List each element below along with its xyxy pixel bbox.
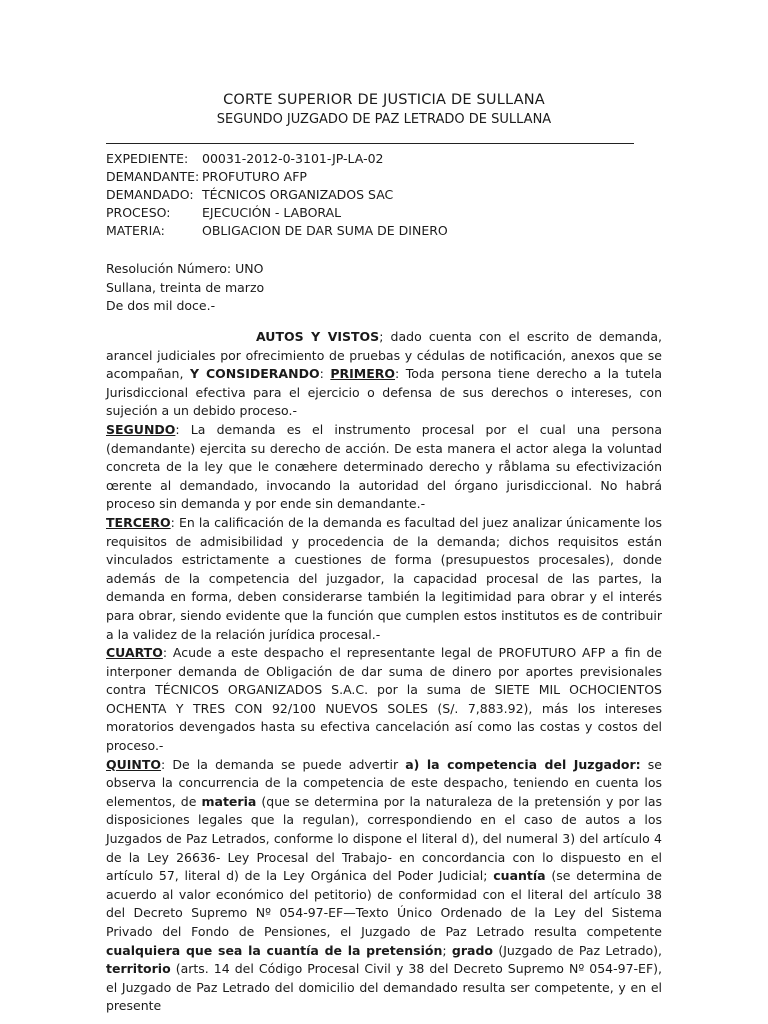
proceso-row: [106, 204, 666, 222]
resolution-number: Resolución Número: UNO: [106, 261, 264, 276]
quinto-heading: QUINTO: [106, 756, 162, 772]
demandante-label: DEMANDANTE:: [106, 169, 200, 184]
considerando-heading: Y CONSIDERANDO: [190, 366, 320, 382]
quinto-bold-4: cualquiera que sea la cuantía de la pretensión: [106, 942, 443, 958]
paragraph-segundo: [106, 421, 662, 514]
primero-heading: PRIMERO: [330, 366, 396, 382]
court-subtitle: SEGUNDO JUZGADO DE PAZ LETRADO DE SULLANA: [216, 112, 552, 127]
quinto-text-6: (Juzgado de Paz Letrado),: [493, 942, 662, 958]
autos-text: ; dado cuenta con el escrito de demanda, arancel judiciales por ofrecimiento de pruebas y cédulas de notificación, anexos que se acompañan,: [106, 329, 662, 382]
resolution-body: [106, 328, 662, 1016]
quinto-text-5: ;: [442, 942, 452, 958]
segundo-text: : La demanda es el instrumento procesal por el cual una persona (demandante) ejercita su derecho de acción. De esta manera el actor alega la voluntad concreta de la ley que le conæhere determinado derecho y råblama su efectivización œrente al demandado, invocando la autoridad del órgano jurisdiccional. No habrá proceso sin demanda y por ende sin demandante.-: [106, 421, 662, 512]
demandado-row: [106, 186, 666, 204]
materia-row: [106, 222, 666, 240]
case-metadata: [106, 150, 666, 240]
paragraph-quinto: [106, 756, 662, 1016]
cuarto-heading: CUARTO: [106, 645, 163, 661]
cuarto-text: : Acude a este despacho el representante legal de PROFUTURO AFP a fin de interponer demanda de Obligación de dar suma de dinero por aportes previsionales contra TÉCNICOS ORGANIZADOS S.A.C. por la suma de SIETE MIL OCHOCIENTOS OCHENTA Y TRES CON 92/100 NUEVOS SOLES (S/. 7,883.92), más los intereses moratorios devengados hasta su efectiva cancelación así como las costas y costos del proceso.-: [106, 645, 662, 754]
quinto-text-7: (arts. 14 del Código Procesal Civil y 38 del Decreto Supremo Nº 054-97-EF), el Juzgado de Paz Letrado del domicilio del demandado resulta ser competente, y en el presente: [106, 961, 662, 1014]
quinto-bold-6: territorio: [106, 961, 171, 977]
paragraph-tercero: [106, 514, 662, 644]
expediente-label: EXPEDIENTE:: [106, 151, 189, 166]
resolution-date: Sullana, treinta de marzo: [106, 279, 265, 295]
materia-value: OBLIGACION DE DAR SUMA DE DINERO: [202, 223, 448, 238]
tercero-heading: TERCERO: [106, 514, 171, 530]
quinto-bold-3: cuantía: [493, 868, 546, 884]
quinto-bold-1: a) la competencia del Juzgador:: [405, 756, 641, 772]
materia-label: MATERIA:: [106, 223, 165, 238]
demandado-value: TÉCNICOS ORGANIZADOS SAC: [202, 187, 394, 202]
primero-text: : Toda persona tiene derecho a la tutela Jurisdiccional efectiva para el ejercicio o defensa de sus derechos o intereses, con sujeción a un debido proceso.-: [106, 366, 662, 419]
demandado-label: DEMANDADO:: [106, 187, 194, 202]
demandante-value: PROFUTURO AFP: [202, 169, 307, 184]
segundo-heading: SEGUNDO: [106, 421, 176, 437]
quinto-text-2: se observa la concurrencia de la competencia de este despacho, teniendo en cuenta los elementos, de: [106, 756, 662, 809]
court-title: CORTE SUPERIOR DE JUSTICIA DE SULLANA: [223, 92, 545, 108]
quinto-text-3: (que se determina por la naturaleza de la pretensión y por las disposiciones legales que la regulan), correspondiendo en el caso de autos a los Juzgados de Paz Letrados, conforme lo dispone el literal d), del numeral 3) del artículo 4 de la Ley 26636- Ley Procesal del Trabajo- en concordancia con lo dispuesto en el artículo 57, literal d) de la Ley Orgánica del Poder Judicial;: [106, 793, 662, 884]
quinto-bold-2: materia: [201, 793, 257, 809]
proceso-value: EJECUCIÓN - LABORAL: [202, 205, 342, 220]
quinto-text-4: (se determina de acuerdo al valor económico del petitorio) de conformidad con el literal del artículo 38 del Decreto Supremo Nº 054-97-EF—Texto Único Ordenado de la Ley del Sistema Privado del Fondo de Pensiones, el Juzgado de Paz Letrado resulta competente: [106, 868, 662, 939]
paragraph-autos: AUTOS Y VISTOS; dado cuenta con el escrito de demanda, arancel judiciales por ofrecimiento de pruebas y cédulas de notificación, anexos que se acompañan, Y CONSIDERANDO: PRIMERO: Toda persona tiene derecho a la tutela Jurisdiccional efectiva para el ejercicio o defensa de sus derechos o intereses, con sujeción a un debido proceso.-: [106, 329, 662, 419]
resolution-year: De dos mil doce.-: [106, 298, 216, 313]
header-divider: [106, 143, 634, 144]
expediente-row: [106, 150, 666, 168]
tercero-text: : En la calificación de la demanda es facultad del juez analizar únicamente los requisitos de admisibilidad y procedencia de la demanda; dichos requisitos están vinculados estrictamente a cuestiones de forma (presupuestos procesales), donde además de la competencia del juzgador, la capacidad procesal de las partes, la demanda en forma, deben considerarse también la legitimidad para obrar y el interés para obrar, siendo evidente que la función que cumplen estos institutos es de contribuir a la validez de la relación jurídica procesal.-: [106, 514, 662, 642]
resolution-block: [106, 260, 264, 316]
demandante-row: [106, 168, 666, 186]
quinto-bold-5: grado: [451, 942, 493, 958]
expediente-value: 00031-2012-0-3101-JP-LA-02: [202, 151, 384, 166]
quinto-text-1: : De la demanda se puede advertir: [161, 756, 406, 772]
proceso-label: PROCESO:: [106, 205, 171, 220]
autos-heading: AUTOS Y VISTOS: [256, 329, 380, 344]
paragraph-cuarto: [106, 644, 662, 756]
